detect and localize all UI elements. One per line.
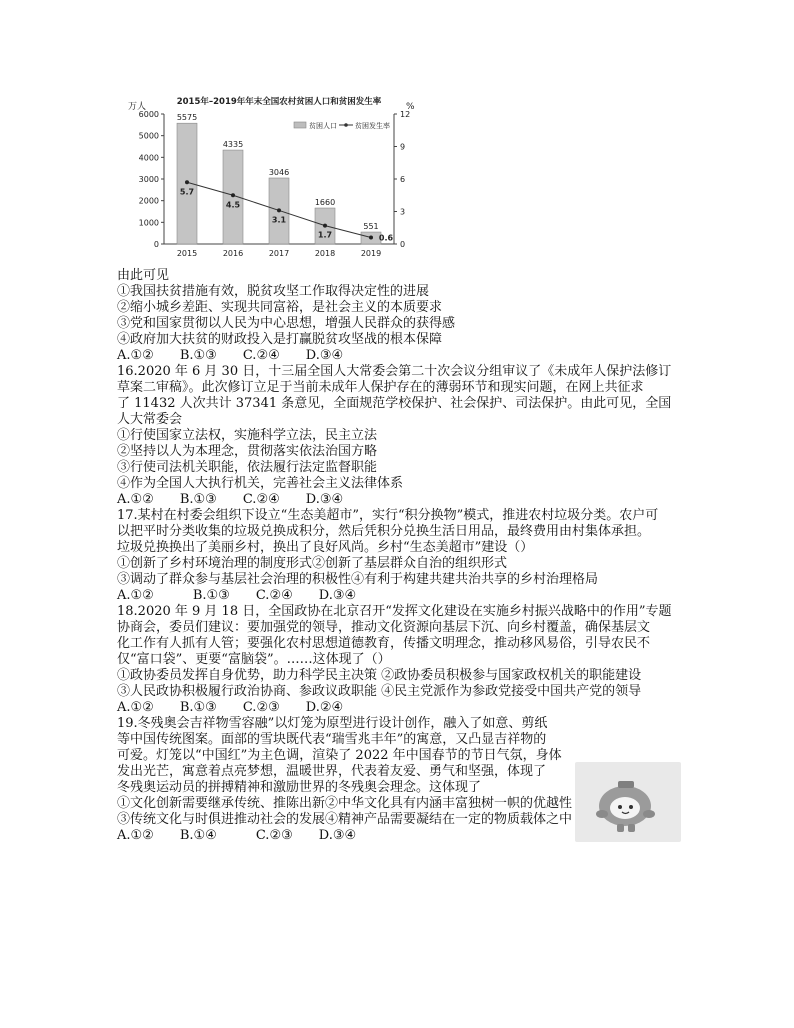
y-right-tick-label: 0 [400,240,406,249]
text-line: ③传统文化与时俱进推动社会的发展④精神产品需要凝结在一定的物质载体之中 [117,812,573,827]
text-line: 等中国传统图案。面部的雪块既代表“瑞雪兆丰年”的寓意，又凸显吉祥物的 [117,732,547,747]
chart-title: 2015年–2019年年末全国农村贫困人口和贫困发生率 [176,97,382,107]
x-tick-label: 2018 [314,249,336,258]
y-left-unit: 万人 [128,102,147,112]
text-line: 冬残奥运动员的拼搏精神和激励世界的冬残奥会理念。这体现了 [117,780,482,795]
bar-value-label: 1660 [314,198,336,208]
chart-svg [126,96,418,264]
text-line: 垃圾兑换换出了美丽乡村，换出了良好风尚。乡村“生态美超市”建设（） [117,540,534,555]
rate-point [277,208,281,212]
y-left-tick-label: 3000 [138,175,159,184]
y-right-tick-label: 3 [400,207,406,217]
bar-value-label: 3046 [268,168,290,178]
text-line: 以把平时分类收集的垃圾兑换成积分，然后凭积分兑换生活日用品，最终费用由村集体承担。 [117,524,651,539]
y-right-tick-label: 9 [400,142,406,152]
rate-value-label: 1.7 [317,230,333,240]
text-line: ③党和国家贯彻以人民为中心思想，增强人民群众的获得感 [117,316,456,331]
text-line: ①文化创新需要继承传统、推陈出新②中华文化具有内涵丰富独树一帜的优越性 [117,796,573,811]
text-line: ①我国扶贫措施有效，脱贫攻坚工作取得决定性的进展 [117,284,430,299]
text-line: A.①② B.①③ C.②④ D.③④ [117,348,344,363]
text-line: ①政协委员发挥自身优势，助力科学民主决策 ②政协委员积极参与国家政权机关的职能建设 [117,668,642,683]
text-line: 协商会，委员们建议：要加强党的领导，推动文化资源向基层下沉、向乡村覆盖，确保基层文 [117,620,651,635]
text-line: ③人民政协积极履行政治协商、参政议政职能 ④民主党派作为参政党接受中国共产党的领导 [117,684,642,699]
y-left-tick-label: 6000 [138,110,159,119]
x-tick-label: 2019 [360,249,382,258]
text-line: ①行使国家立法权，实施科学立法，民主立法 [117,428,378,443]
y-left-tick-label: 0 [153,240,159,249]
y-right-tick-label: 12 [400,110,411,119]
bar-value-label: 5575 [176,113,198,123]
text-line: 人大常委会 [117,412,183,427]
legend-line-marker [344,123,348,127]
text-line: A.①② B.①④ C.②③ D.③④ [117,828,357,843]
y-right-tick-label: 6 [400,175,406,184]
rate-value-label: 4.5 [225,200,241,210]
text-line: 17.某村在村委会组织下设立“生态美超市”，实行“积分换物”模式，推进农村垃圾分类。农户可 [117,508,659,523]
rate-point [369,236,373,240]
text-line: 草案二审稿》。此次修订立足于当前未成年人保护存在的薄弱环节和现实问题，在网上共征求 [117,380,644,395]
rate-point [231,193,235,197]
text-line: ②坚持以人为本理念，贯彻落实依法治国方略 [117,444,378,459]
text-line: 仅“富口袋”、更要“富脑袋”。……这体现了（） [117,652,391,667]
legend-bar-swatch [294,122,306,128]
text-line: 化工作有人抓有人管；要强化农村思想道德教育，传播文明理念，推动移风易俗，引导农民不 [117,636,651,651]
rate-value-label: 3.1 [271,215,287,225]
text-line: A.①② B.①③ C.②④ D.③④ [117,492,344,507]
text-line: ①创新了乡村环境治理的制度形式②创新了基层群众自治的组织形式 [117,556,508,571]
text-line: 可爱。灯笼以“中国红”为主色调，渲染了 2022 年中国春节的节日气氛，身体 [117,748,562,763]
text-line: 由此可见 [117,268,170,283]
mascot-image [575,762,681,842]
text-line: ④政府加大扶贫的财政投入是打赢脱贫攻坚战的根本保障 [117,332,443,347]
text-line: ④作为全国人大执行机关，完善社会主义法律体系 [117,476,404,491]
lantern-mascot-icon [575,762,681,842]
rate-point [185,180,189,184]
y-left-tick-label: 5000 [138,131,159,141]
y-left-tick-label: 1000 [138,218,159,228]
bar-value-label: 551 [363,222,379,232]
y-left-tick-label: 2000 [138,196,159,206]
text-line: A.①② B.①③ C.②③ D.②④ [117,700,344,715]
text-line: 发出光芒，寓意着点亮梦想，温暖世界，代表着友爱、勇气和坚强，体现了 [117,764,547,779]
text-line: 16.2020 年 6 月 30 日，十三届全国人大常委会第二十次会议分组审议了《未成年人保护法修订 [117,364,672,379]
question-text [117,268,677,844]
x-tick-label: 2016 [222,249,244,258]
text-line: A.①② B.①③ C.②④ D.③④ [117,588,357,603]
text-line: ③行使司法机关职能，依法履行法定监督职能 [117,460,378,475]
y-right-unit: % [406,102,415,112]
text-line: ③调动了群众参与基层社会治理的积极性④有利于构建共建共治共享的乡村治理格局 [117,572,599,587]
legend-line-label: 贫困发生率 [355,122,390,130]
bar-line-chart [126,96,418,264]
rate-value-label: 0.6 [378,233,394,243]
text-line: 18.2020 年 9 月 18 日，全国政协在北京召开“发挥文化建设在实施乡村振兴战略中的作用”专题 [117,604,672,619]
legend-bar-label: 贫困人口 [309,122,337,130]
rate-value-label: 5.7 [179,187,195,197]
rate-point [323,224,327,228]
bar-value-label: 4335 [222,140,244,150]
y-left-tick-label: 4000 [138,153,159,163]
text-line: ②缩小城乡差距、实现共同富裕，是社会主义的本质要求 [117,300,443,315]
x-tick-label: 2015 [176,249,198,258]
x-tick-label: 2017 [268,249,290,258]
text-line: 了 11432 人次共计 37341 条意见，全面规范学校保护、社会保护、司法保护。由此可见，全国 [117,396,672,411]
text-line: 19.冬残奥会吉祥物雪容融”以灯笼为原型进行设计创作，融入了如意、剪纸 [117,716,548,731]
